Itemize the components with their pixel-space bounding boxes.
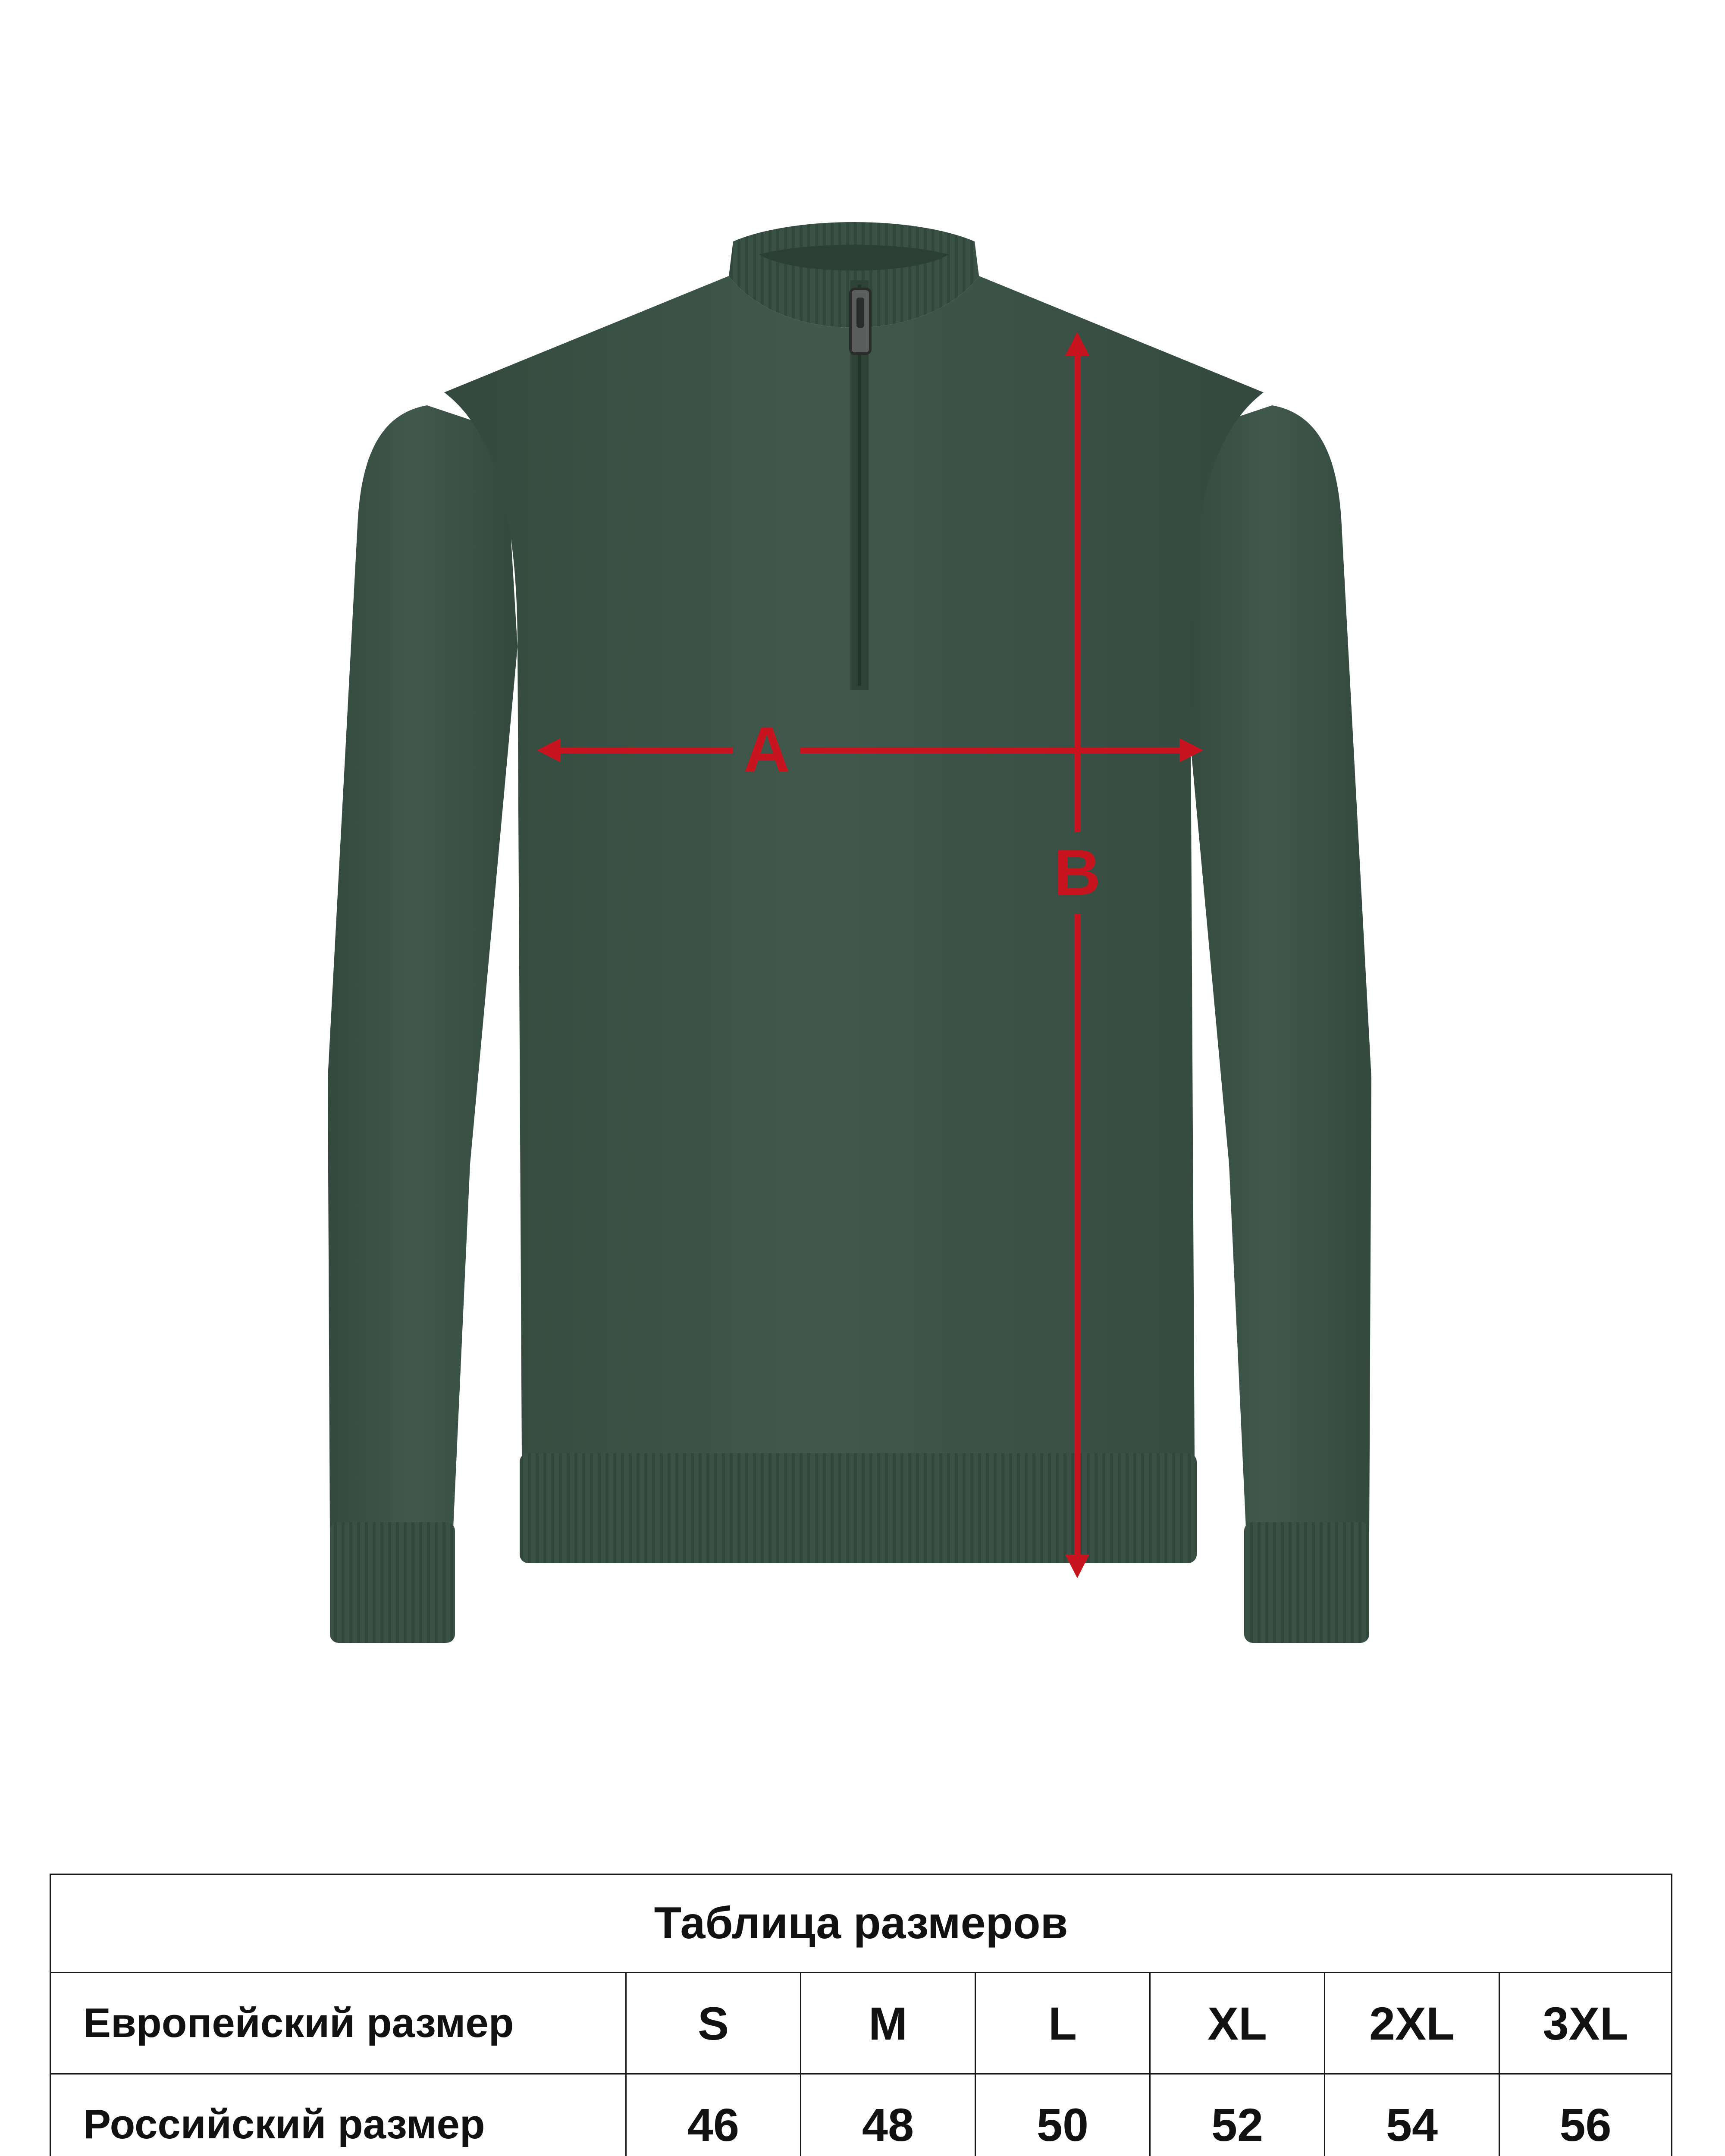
- size-value-cell: 52: [1150, 2074, 1325, 2156]
- size-table-body: [50, 1874, 1672, 2156]
- row-label: Российский размер: [50, 2074, 626, 2156]
- size-value-cell: 50: [975, 2074, 1150, 2156]
- eu-size-row: [50, 1973, 1672, 2074]
- right-cuff: [1244, 1522, 1369, 1643]
- size-table-title-row: [50, 1874, 1672, 1973]
- size-value-cell: 2XL: [1325, 1973, 1499, 2074]
- size-value-cell: S: [626, 1973, 801, 2074]
- waistband: [520, 1453, 1197, 1563]
- left-sleeve: [328, 405, 518, 1537]
- size-value-cell: 54: [1325, 2074, 1499, 2156]
- size-value-cell: L: [975, 1973, 1150, 2074]
- measure-b-arrow-down-icon: [1065, 1554, 1089, 1578]
- size-value-cell: 48: [801, 2074, 975, 2156]
- left-cuff: [330, 1522, 455, 1643]
- size-value-cell: XL: [1150, 1973, 1325, 2074]
- size-value-cell: 3XL: [1499, 1973, 1672, 2074]
- measure-b-label: B: [1054, 836, 1101, 909]
- measure-a-label: A: [743, 713, 790, 786]
- size-value-cell: 46: [626, 2074, 801, 2156]
- size-table-title: Таблица размеров: [50, 1874, 1672, 1973]
- right-sleeve: [1182, 405, 1371, 1537]
- sweater-graphic: [328, 222, 1371, 1643]
- row-label: Европейский размер: [50, 1973, 626, 2074]
- size-value-cell: M: [801, 1973, 975, 2074]
- size-value-cell: 56: [1499, 2074, 1672, 2156]
- zipper-pull-hole: [856, 298, 864, 328]
- size-table: [50, 1874, 1672, 2156]
- ru-size-row: [50, 2074, 1672, 2156]
